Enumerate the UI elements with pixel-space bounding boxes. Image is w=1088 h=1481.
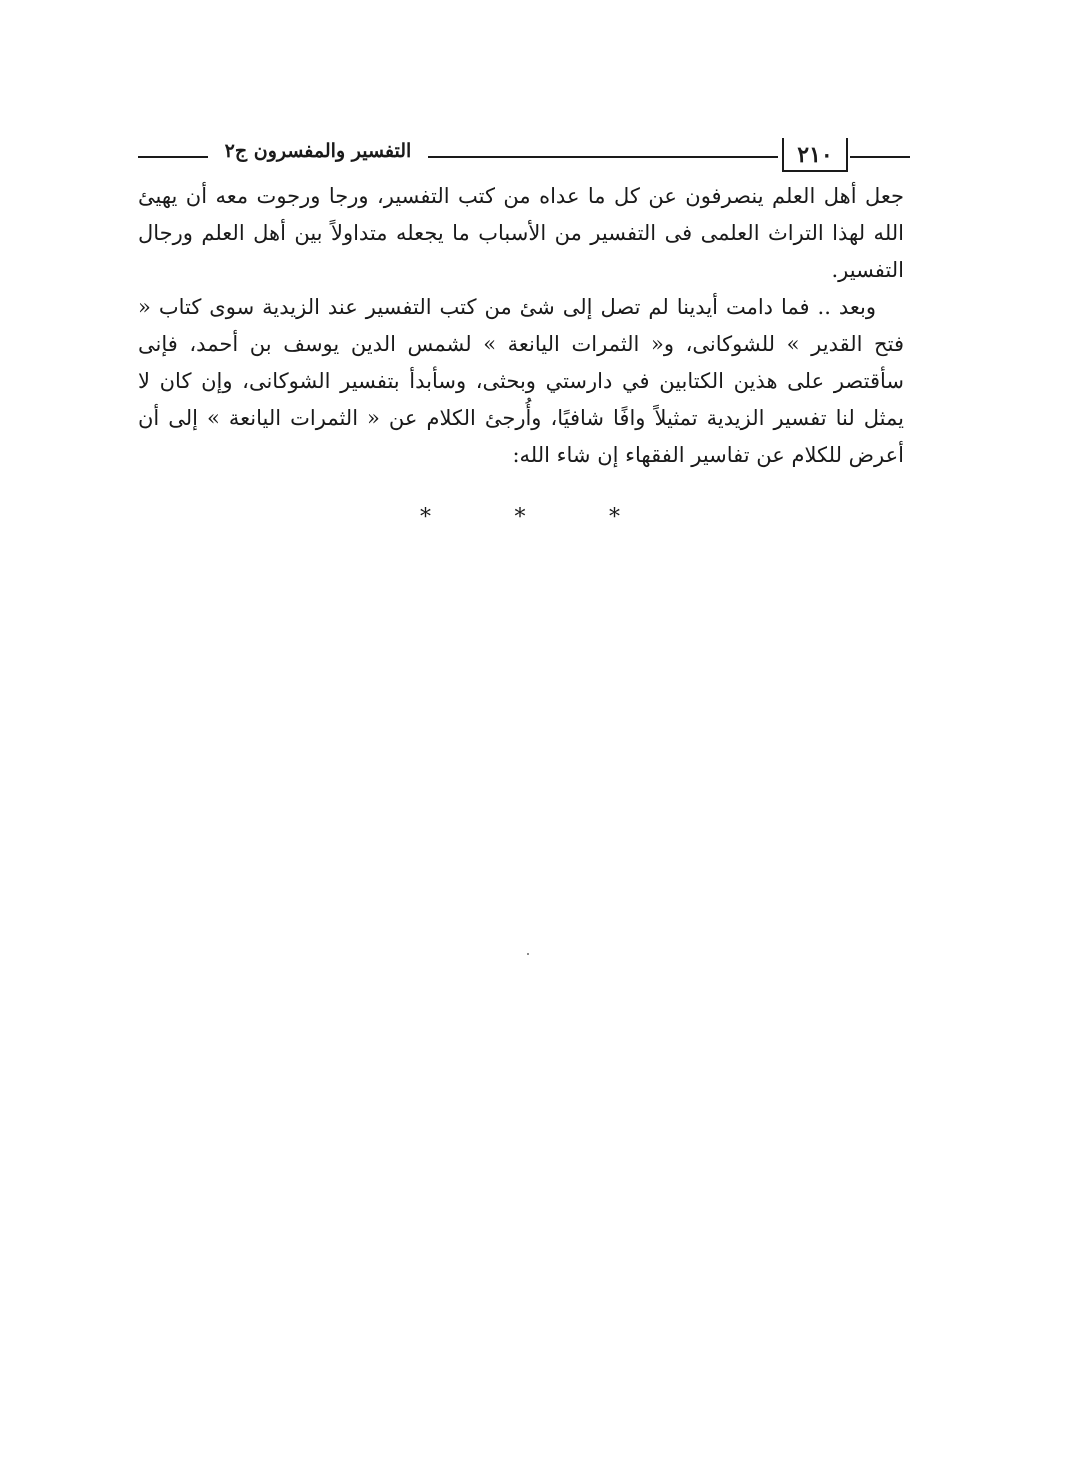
asterisk-icon: * — [609, 505, 620, 530]
section-separator — [420, 505, 620, 530]
header-rule-left — [138, 156, 208, 158]
asterisk-icon: * — [420, 505, 431, 530]
asterisk-icon: * — [514, 505, 526, 530]
header-rule-right — [850, 156, 910, 158]
body-text — [138, 178, 904, 474]
paragraph-2: وبعد .. فما دامت أيدينا لم تصل إلى شئ من كتب التفسير عند الزيدية سوى كتاب « فتح القدير » للشوكانى، و« الثمرات اليانعة » لشمس الدين يوسف بن أحمد، فإنى سأقتصر على هذين الكتابين في دارستي وبحثى، وسأبدأ بتفسير الشوكانى، وإن كان لا يمثل لنا تفسير الزيدية تمثيلاً وافًا شافيًا، وأُرجئ الكلام عن « الثمرات اليانعة » إلى أن أعرض للكلام عن تفاسير الفقهاء إن شاء الله: — [138, 295, 904, 467]
header-rule-middle — [428, 156, 778, 158]
running-header — [138, 138, 910, 178]
header-title: التفسير والمفسرون ج٢ — [224, 140, 412, 162]
page-number: ٢١٠ — [782, 138, 848, 172]
paragraph-1: جعل أهل العلم ينصرفون عن كل ما عداه من كتب التفسير، ورجا ورجوت معه أن يهيئ الله لهذا التراث العلمى فى التفسير من الأسباب ما يجعله متداولاً بين أهل العلم ورجال التفسير. — [138, 184, 905, 282]
scan-speck — [527, 953, 529, 955]
